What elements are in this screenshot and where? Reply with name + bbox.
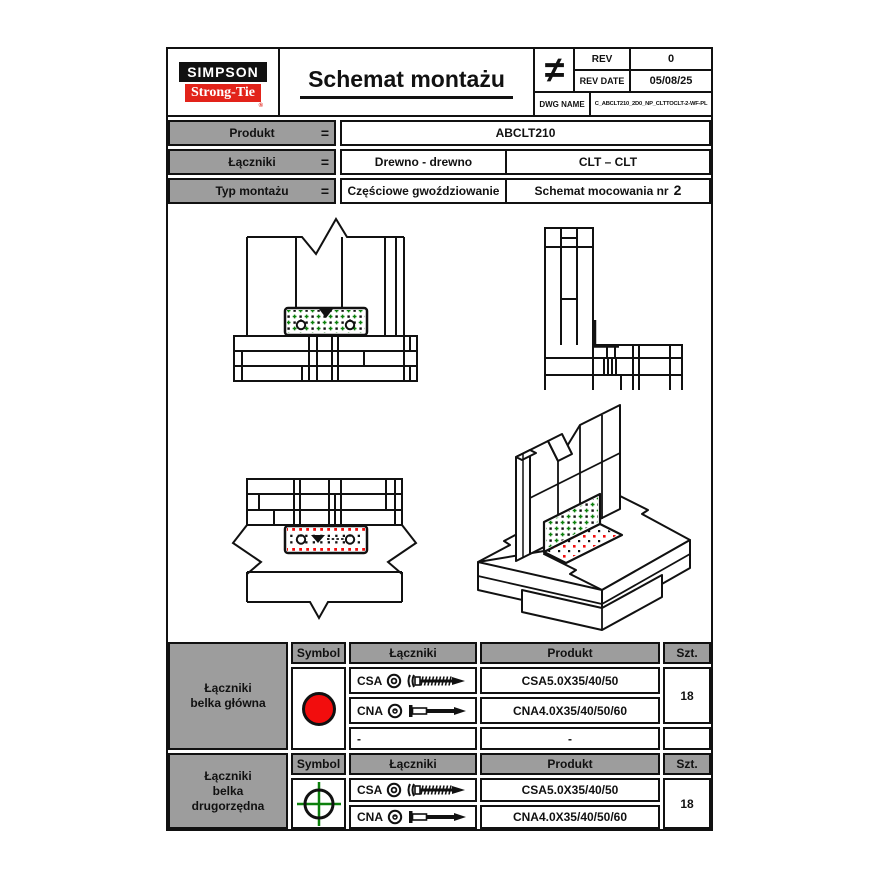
red-circle-icon bbox=[302, 692, 336, 726]
screw-head-icon bbox=[386, 782, 402, 798]
logo-strongtie: Strong-Tie ® bbox=[185, 84, 261, 102]
fastener-row-csa: CSA bbox=[349, 778, 477, 802]
fasteners-label: Łączniki bbox=[228, 155, 276, 169]
isometric-view-drawing bbox=[452, 394, 708, 638]
product-row bbox=[168, 120, 711, 146]
drawing-sheet bbox=[166, 47, 713, 831]
main-beam-fastener-table bbox=[168, 642, 711, 750]
col-header-product: Produkt bbox=[480, 753, 660, 775]
rev-value: 0 bbox=[631, 49, 711, 71]
countersunk-screw-icon bbox=[406, 674, 468, 688]
drawing-area bbox=[168, 204, 711, 639]
dwg-name-label: DWG NAME bbox=[535, 93, 591, 115]
product-label: Produkt bbox=[229, 126, 275, 140]
dwg-name-value: C_ABCLT210_2D0_NP_CLTTOCLT-2-WF-PL bbox=[594, 101, 708, 107]
qty-cell: 18 bbox=[663, 667, 711, 724]
product-cell: CSA5.0X35/40/50 bbox=[480, 778, 660, 802]
fastener-row-cna: CNA bbox=[349, 805, 477, 829]
nail-head-icon bbox=[387, 809, 403, 825]
equals-sign: = bbox=[320, 183, 329, 199]
simpson-strongtie-logo bbox=[168, 49, 280, 115]
fastener-row-cna: CNA bbox=[349, 697, 477, 724]
product-cell-empty: - bbox=[480, 727, 660, 750]
symbol-cell bbox=[291, 667, 346, 750]
nailing-type-value: Częściowe gwoździowanie bbox=[340, 178, 507, 204]
rev-date-value: 05/08/25 bbox=[631, 71, 711, 93]
product-cell: CNA4.0X35/40/50/60 bbox=[480, 805, 660, 829]
fastener-row-empty: - bbox=[349, 727, 477, 750]
front-view-drawing bbox=[214, 206, 444, 402]
fastener-row-csa: CSA bbox=[349, 667, 477, 694]
sheet-title-cell bbox=[280, 49, 535, 115]
mounting-type-label: Typ montażu bbox=[215, 184, 289, 198]
main-beam-view-drawing bbox=[214, 462, 444, 638]
crosshair-circle-icon bbox=[295, 780, 343, 828]
sheet-title: Schemat montażu bbox=[300, 66, 513, 99]
fastening-type-row bbox=[168, 149, 711, 175]
col-header-qty: Szt. bbox=[663, 753, 711, 775]
countersunk-screw-icon bbox=[406, 783, 468, 797]
screw-head-icon bbox=[386, 673, 402, 689]
mounting-type-row bbox=[168, 178, 711, 204]
group-label-main-beam: Łączniki belka główna bbox=[168, 642, 288, 750]
product-value: ABCLT210 bbox=[340, 120, 711, 146]
title-block bbox=[168, 49, 711, 117]
fixing-scheme-value: Schemat mocowania nr 2 bbox=[505, 178, 711, 204]
col-header-qty: Szt. bbox=[663, 642, 711, 664]
anchor-nail-icon bbox=[407, 810, 469, 824]
equals-sign: = bbox=[320, 154, 329, 170]
product-cell: CSA5.0X35/40/50 bbox=[480, 667, 660, 694]
nail-head-icon bbox=[387, 703, 403, 719]
material-pair-value: Drewno - drewno bbox=[340, 149, 507, 175]
symbol-cell bbox=[291, 778, 346, 829]
col-header-fasteners: Łączniki bbox=[349, 753, 477, 775]
anchor-nail-icon bbox=[407, 704, 469, 718]
product-cell: CNA4.0X35/40/50/60 bbox=[480, 697, 660, 724]
group-label-secondary-beam: Łączniki belka drugorzędna bbox=[168, 753, 288, 829]
revision-block bbox=[535, 49, 711, 115]
clt-pair-value: CLT – CLT bbox=[505, 149, 711, 175]
registered-mark: ® bbox=[258, 103, 264, 109]
equals-sign: = bbox=[320, 125, 329, 141]
scheme-number: 2 bbox=[673, 182, 682, 198]
col-header-fasteners: Łączniki bbox=[349, 642, 477, 664]
rev-date-label: REV DATE bbox=[575, 71, 631, 93]
col-header-symbol: Symbol bbox=[291, 753, 346, 775]
side-view-drawing bbox=[500, 210, 700, 390]
logo-simpson: SIMPSON bbox=[179, 62, 267, 82]
rev-label: REV bbox=[575, 49, 631, 71]
col-header-product: Produkt bbox=[480, 642, 660, 664]
secondary-beam-fastener-table bbox=[168, 753, 711, 829]
not-equal-icon: ≠ bbox=[535, 49, 575, 93]
qty-cell: 18 bbox=[663, 778, 711, 829]
qty-cell-empty bbox=[663, 727, 711, 750]
col-header-symbol: Symbol bbox=[291, 642, 346, 664]
